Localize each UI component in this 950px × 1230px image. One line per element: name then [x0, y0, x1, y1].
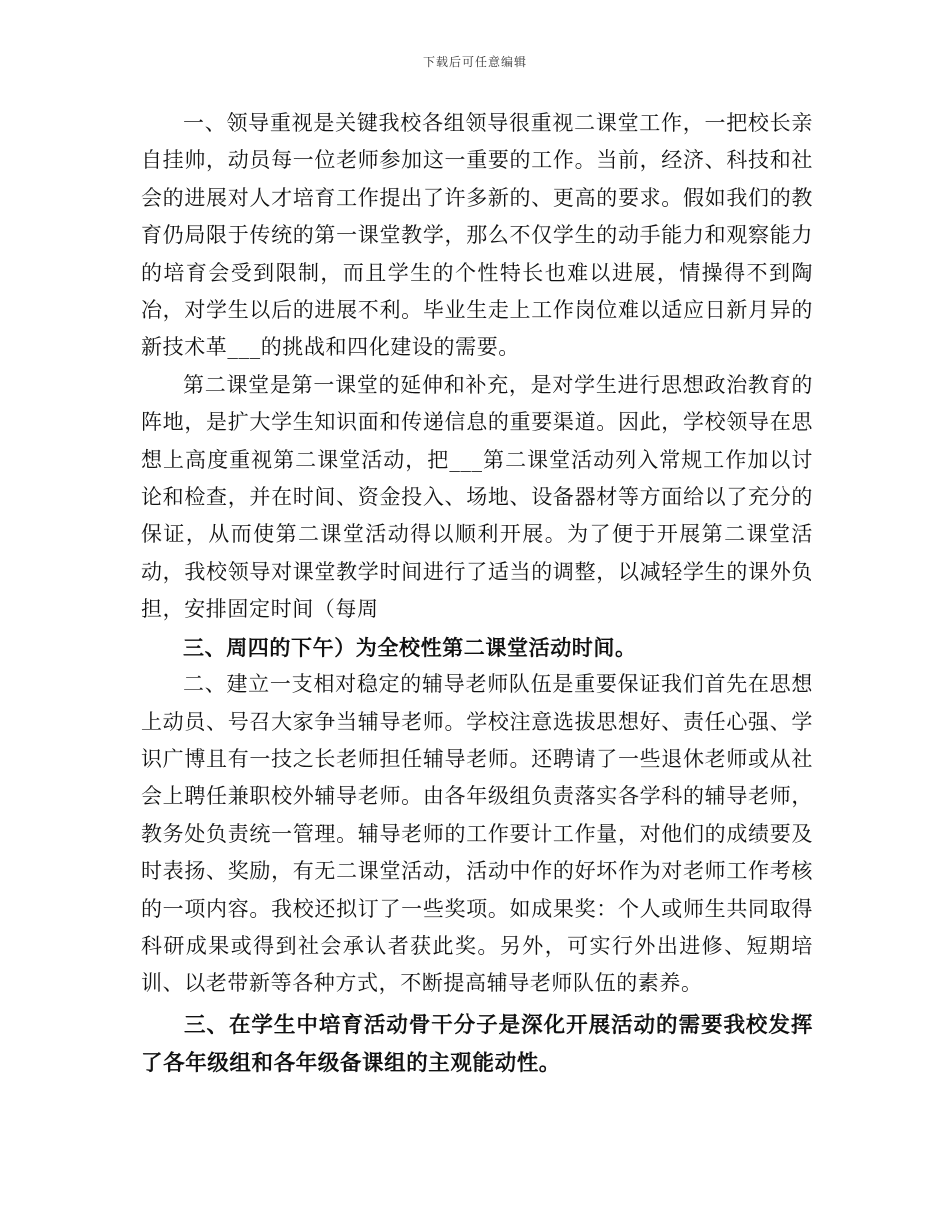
page-header: 下载后可任意编辑: [422, 55, 527, 69]
paragraph-tutor-team: 二、建立一支相对稳定的辅导老师队伍是重要保证我们首先在思想上动员、号召大家争当辅导老师。学校注意选拔思想好、责任心强、学识广博且有一技之长老师担任辅导老师。还聘请了一些退休老师或从社会上聘任兼职校外辅导老师。由各年级组负责落实各学科的辅导老师，教务处负责统一管理。辅导老师的工作要计工作量，对他们的成绩要及时表扬、奖励，有无二课堂活动，活动中作的好坏作为对老师工作考核的一项内容。我校还拟订了一些奖项。如成果奖：个人或师生共同取得科研成果或得到社会承认者获此奖。另外，可实行外出进修、短期培训、以老带新等各种方式，不断提高辅导老师队伍的素养。: [141, 672, 813, 996]
paragraph-activity-time: 三、周四的下午）为全校性第二课堂活动时间。: [183, 634, 637, 660]
paragraph-leadership: 一、领导重视是关键我校各组领导很重视二课堂工作，一把校长亲自挂帅，动员每一位老师参加这一重要的工作。当前，经济、科技和社会的进展对人才培育工作提出了许多新的、更高的要求。假如我们的教育仍局限于传统的第一课堂教学，那么不仅学生的动手能力和观察能力的培育会受到限制，而且学生的个性特长也难以进展，情操得不到陶冶，对学生以后的进展不利。毕业生走上工作岗位难以适应日新月异的新技术革___的挑战和四化建设的需要。: [141, 111, 813, 360]
paragraph-student-backbone: 三、在学生中培育活动骨干分子是深化开展活动的需要我校发挥了各年级组和各年级备课组的主观能动性。: [141, 1012, 813, 1076]
paragraph-second-classroom: 第二课堂是第一课堂的延伸和补充，是对学生进行思想政治教育的阵地，是扩大学生知识面和传递信息的重要渠道。因此，学校领导在思想上高度重视第二课堂活动，把___第二课堂活动列入常规工作加以讨论和检查，并在时间、资金投入、场地、设备器材等方面给以了充分的保证，从而使第二课堂活动得以顺利开展。为了便于开展第二课堂活动，我校领导对课堂教学时间进行了适当的调整，以减轻学生的课外负担，安排固定时间（每周: [141, 372, 813, 622]
document-body: [141, 105, 813, 1083]
